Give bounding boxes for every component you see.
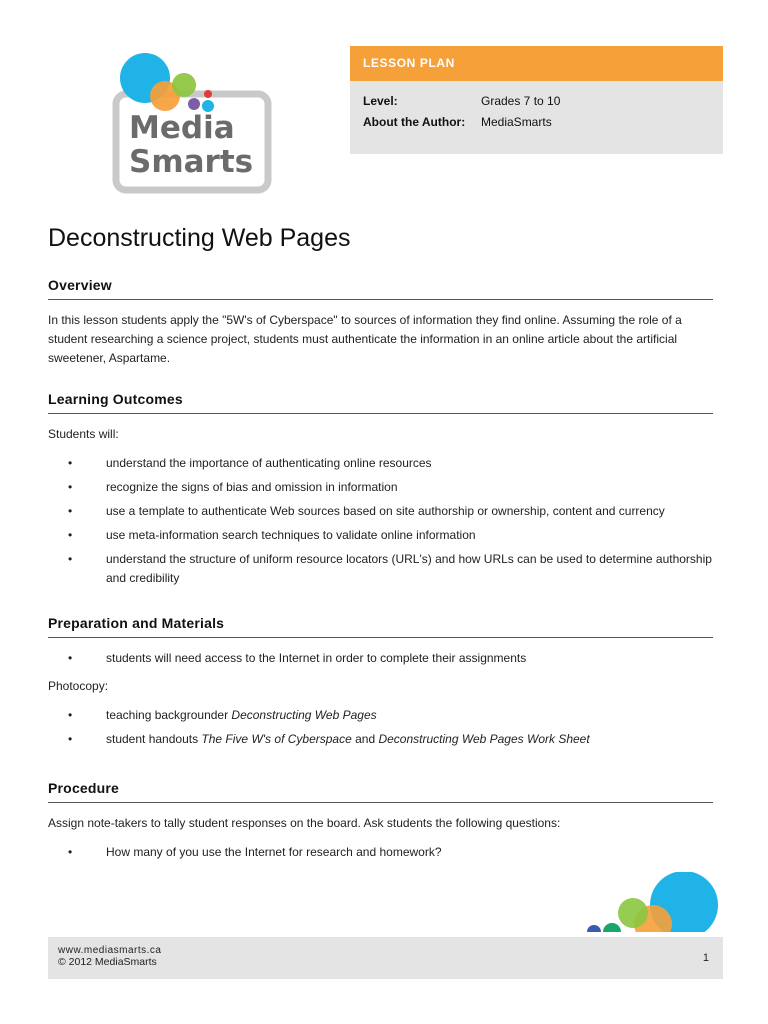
learning-outcomes-section (48, 391, 713, 588)
learning-outcomes-list (48, 454, 713, 588)
photocopy-label: Photocopy: (48, 679, 109, 693)
procedure-heading: Procedure (48, 780, 713, 803)
page-title: Deconstructing Web Pages (48, 224, 351, 252)
list-item: • understand the importance of authenticating online resources (48, 454, 713, 473)
decorative-circles-icon (585, 872, 725, 934)
bullet-icon: • (68, 732, 73, 746)
bullet-icon: • (68, 504, 73, 518)
lesson-row-author (363, 115, 723, 136)
list-item: • students will need access to the Internet in order to complete their assignments (48, 649, 713, 668)
footer-url[interactable]: www.mediasmarts.ca (58, 945, 162, 956)
bullet-icon: • (68, 708, 73, 722)
learning-outcomes-intro: Students will: (48, 427, 119, 441)
lesson-key: About the Author: (363, 115, 466, 129)
list-item: • student handouts The Five W's of Cyberspace and Deconstructing Web Pages Work Sheet (48, 730, 713, 749)
lesson-row-level (363, 94, 723, 115)
overview-section (48, 277, 713, 368)
overview-heading: Overview (48, 277, 713, 300)
procedure-list (48, 843, 713, 862)
list-item: • use a template to authenticate Web sources based on site authorship or ownership, content and currency (48, 502, 713, 521)
logo-text-smarts: Smarts (129, 144, 254, 180)
lesson-value: MediaSmarts (481, 115, 552, 129)
page-footer (48, 937, 723, 979)
photocopy-list (48, 706, 713, 749)
preparation-section (48, 615, 713, 749)
bullet-icon: • (68, 528, 73, 542)
lesson-plan-box (350, 46, 723, 154)
list-item: • How many of you use the Internet for research and homework? (48, 843, 713, 862)
procedure-section (48, 780, 713, 862)
lesson-plan-details (350, 81, 723, 154)
logo-text-media: Media (129, 110, 235, 146)
bullet-icon: • (68, 845, 73, 859)
preparation-heading: Preparation and Materials (48, 615, 713, 638)
lesson-key: Level: (363, 94, 398, 108)
overview-text: In this lesson students apply the "5W's of Cyberspace" to sources of information they find online. Assuming the role of a student researching a science project, students must authenticate the information in an online article about the artificial sweetener, Aspartame. (48, 313, 682, 365)
list-item: • understand the structure of uniform resource locators (URL's) and how URLs can be used to determine authorship and credibility (68, 552, 712, 585)
mediasmarts-logo (112, 52, 272, 194)
bullet-icon: • (68, 651, 73, 665)
bullet-icon: • (68, 552, 73, 566)
footer-copyright: © 2012 MediaSmarts (58, 956, 157, 968)
learning-outcomes-heading: Learning Outcomes (48, 391, 713, 414)
preparation-list (48, 649, 713, 668)
lesson-value: Grades 7 to 10 (481, 94, 561, 108)
procedure-text: Assign note-takers to tally student responses on the board. Ask students the following questions: (48, 816, 561, 830)
bullet-icon: • (68, 456, 73, 470)
list-item: • use meta-information search techniques to validate online information (48, 526, 713, 545)
lesson-plan-header: LESSON PLAN (350, 46, 723, 81)
page-number: 1 (702, 952, 709, 964)
list-item: • teaching backgrounder Deconstructing Web Pages (48, 706, 713, 725)
list-item: • recognize the signs of bias and omission in information (48, 478, 713, 497)
bullet-icon: • (68, 480, 73, 494)
